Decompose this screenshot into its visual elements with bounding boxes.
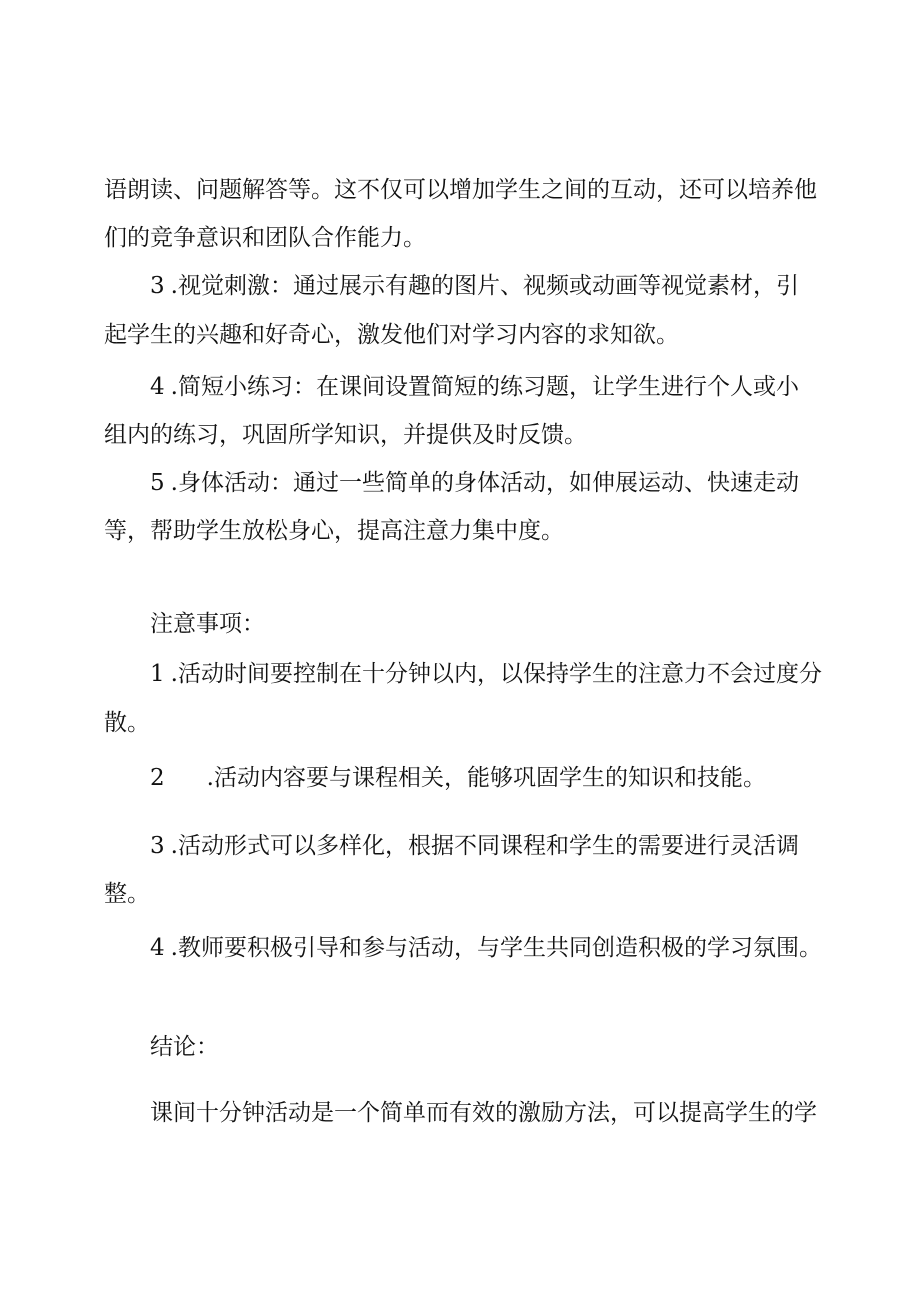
list-number: 2 [150,765,165,791]
note-item-4 [150,933,822,963]
list-item-text: .活动内容要与课程相关，能够巩固学生的知识和技能。 [206,765,766,791]
list-item-text: .视觉刺激：通过展示有趣的图片、视频或动画等视觉素材，引 [170,273,799,299]
list-number: 3 [150,273,165,299]
list-item-text: .简短小练习：在课间设置简短的练习题，让学生进行个人或小 [170,374,799,400]
paragraph-line: 们的竞争意识和团队合作能力。 [104,225,426,251]
list-item-text: .身体活动：通过一些简单的身体活动，如伸展运动、快速走动 [170,470,799,496]
list-number: 5 [150,470,165,496]
paragraph-line: 课间十分钟活动是一个简单而有效的激励方法，可以提高学生的学 [150,1100,817,1126]
list-item-3 [150,271,799,301]
paragraph-line: 散。 [104,710,150,736]
paragraph-line: 语朗读、问题解答等。这不仅可以增加学生之间的互动，还可以培养他 [104,177,817,203]
paragraph-line: 起学生的兴趣和好奇心，激发他们对学习内容的求知欲。 [104,322,679,348]
list-number: 3 [150,833,165,859]
list-number: 4 [150,374,165,400]
list-item-text: .教师要积极引导和参与活动，与学生共同创造积极的学习氛围。 [170,935,822,961]
list-item-text: .活动时间要控制在十分钟以内，以保持学生的注意力不会过度分 [170,661,822,687]
note-item-1 [150,659,822,689]
paragraph-line: 等，帮助学生放松身心，提高注意力集中度。 [104,518,564,544]
paragraph-line: 组内的练习，巩固所学知识，并提供及时反馈。 [104,422,587,448]
list-number: 4 [150,935,165,961]
list-item-4 [150,372,799,402]
note-item-3 [150,831,799,861]
paragraph-line: 整。 [104,881,150,907]
list-item-text: .活动形式可以多样化，根据不同课程和学生的需要进行灵活调 [170,833,799,859]
note-item-2 [150,763,766,793]
list-number: 1 [150,661,165,687]
section-heading-notes: 注意事项： [150,611,265,637]
list-item-5 [150,468,799,498]
section-heading-conclusion: 结论： [150,1034,219,1060]
